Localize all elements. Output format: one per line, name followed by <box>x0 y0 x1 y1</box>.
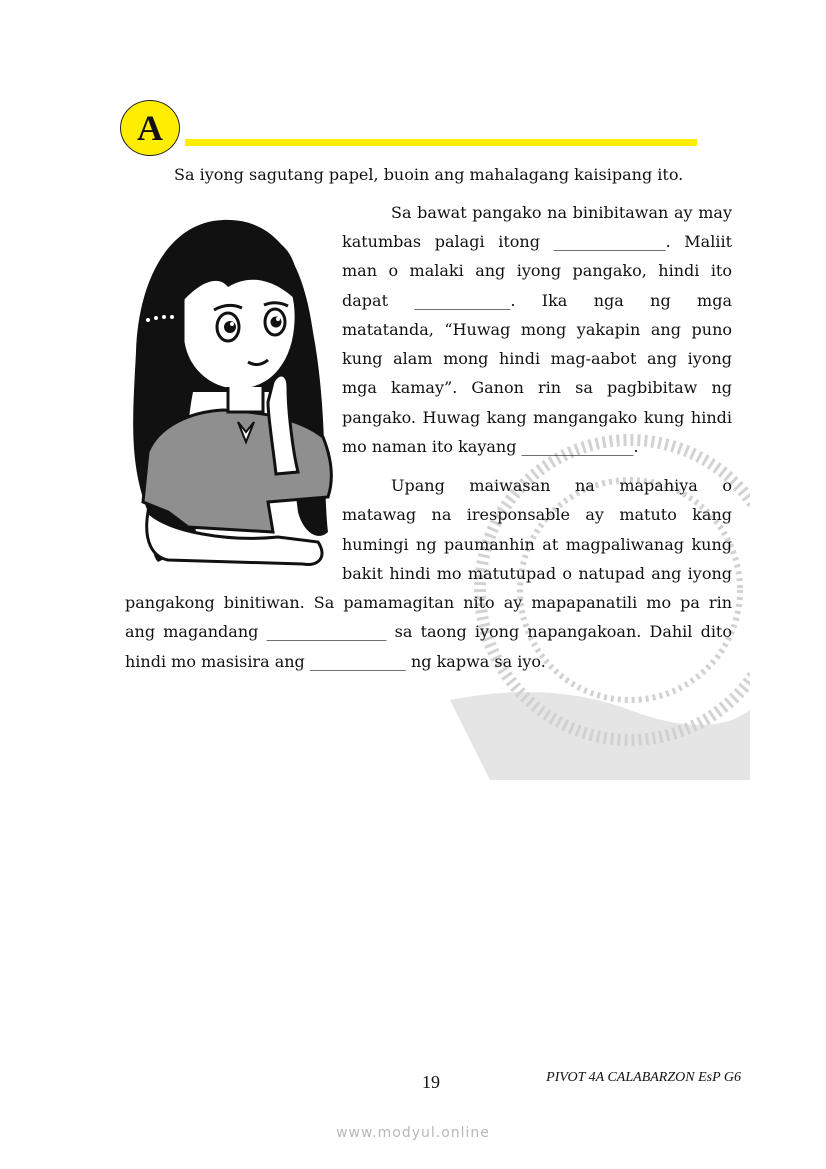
paragraph-line: Sa bawat pangako na binibitawan ay may <box>391 203 732 222</box>
module-series-label: PIVOT 4A CALABARZON EsP G6 <box>546 1070 741 1085</box>
section-letter: A <box>137 108 163 148</box>
paragraph-line: mo naman ito kayang ______________. <box>342 437 639 456</box>
paragraph-line: bakit hindi mo matutupad o natupad ang iyong <box>342 564 732 583</box>
paragraph-line: Upang maiwasan na mapahiya o <box>391 476 732 495</box>
instruction-text: Sa iyong sagutang papel, buoin ang mahalagang kaisipang ito. <box>174 165 684 184</box>
paragraph-line: katumbas palagi itong ______________. Maliit <box>342 232 732 251</box>
paragraph-line: matatanda, “Huwag mong yakapin ang puno <box>342 320 732 339</box>
paragraph-line: hindi mo masisira ang ____________ ng kapwa sa iyo. <box>125 652 546 671</box>
paragraph-line: ang magandang _______________ sa taong iyong napangakoan. Dahil dito <box>125 622 732 641</box>
paragraph-line: dapat ____________. Ika nga ng mga <box>342 291 732 310</box>
site-watermark: www.modyul.online <box>336 1125 490 1141</box>
paragraph-line: man o malaki ang iyong pangako, hindi ito <box>342 261 732 280</box>
paragraph-line: humingi ng paumanhin at magpaliwanag kung <box>342 535 732 554</box>
paragraph-line: pangakong binitiwan. Sa pamamagitan nito ay mapapanatili mo pa rin <box>125 593 732 612</box>
paragraph-line: matawag na iresponsable ay matuto kang <box>342 505 732 524</box>
page-number: 19 <box>422 1072 440 1092</box>
paragraph-line: kung alam mong hindi mag-aabot ang iyong <box>342 349 732 368</box>
paragraph-line: mga kamay”. Ganon rin sa pagbibitaw ng <box>342 378 732 397</box>
paragraph-line: pangako. Huwag kang mangangako kung hindi <box>342 408 732 427</box>
